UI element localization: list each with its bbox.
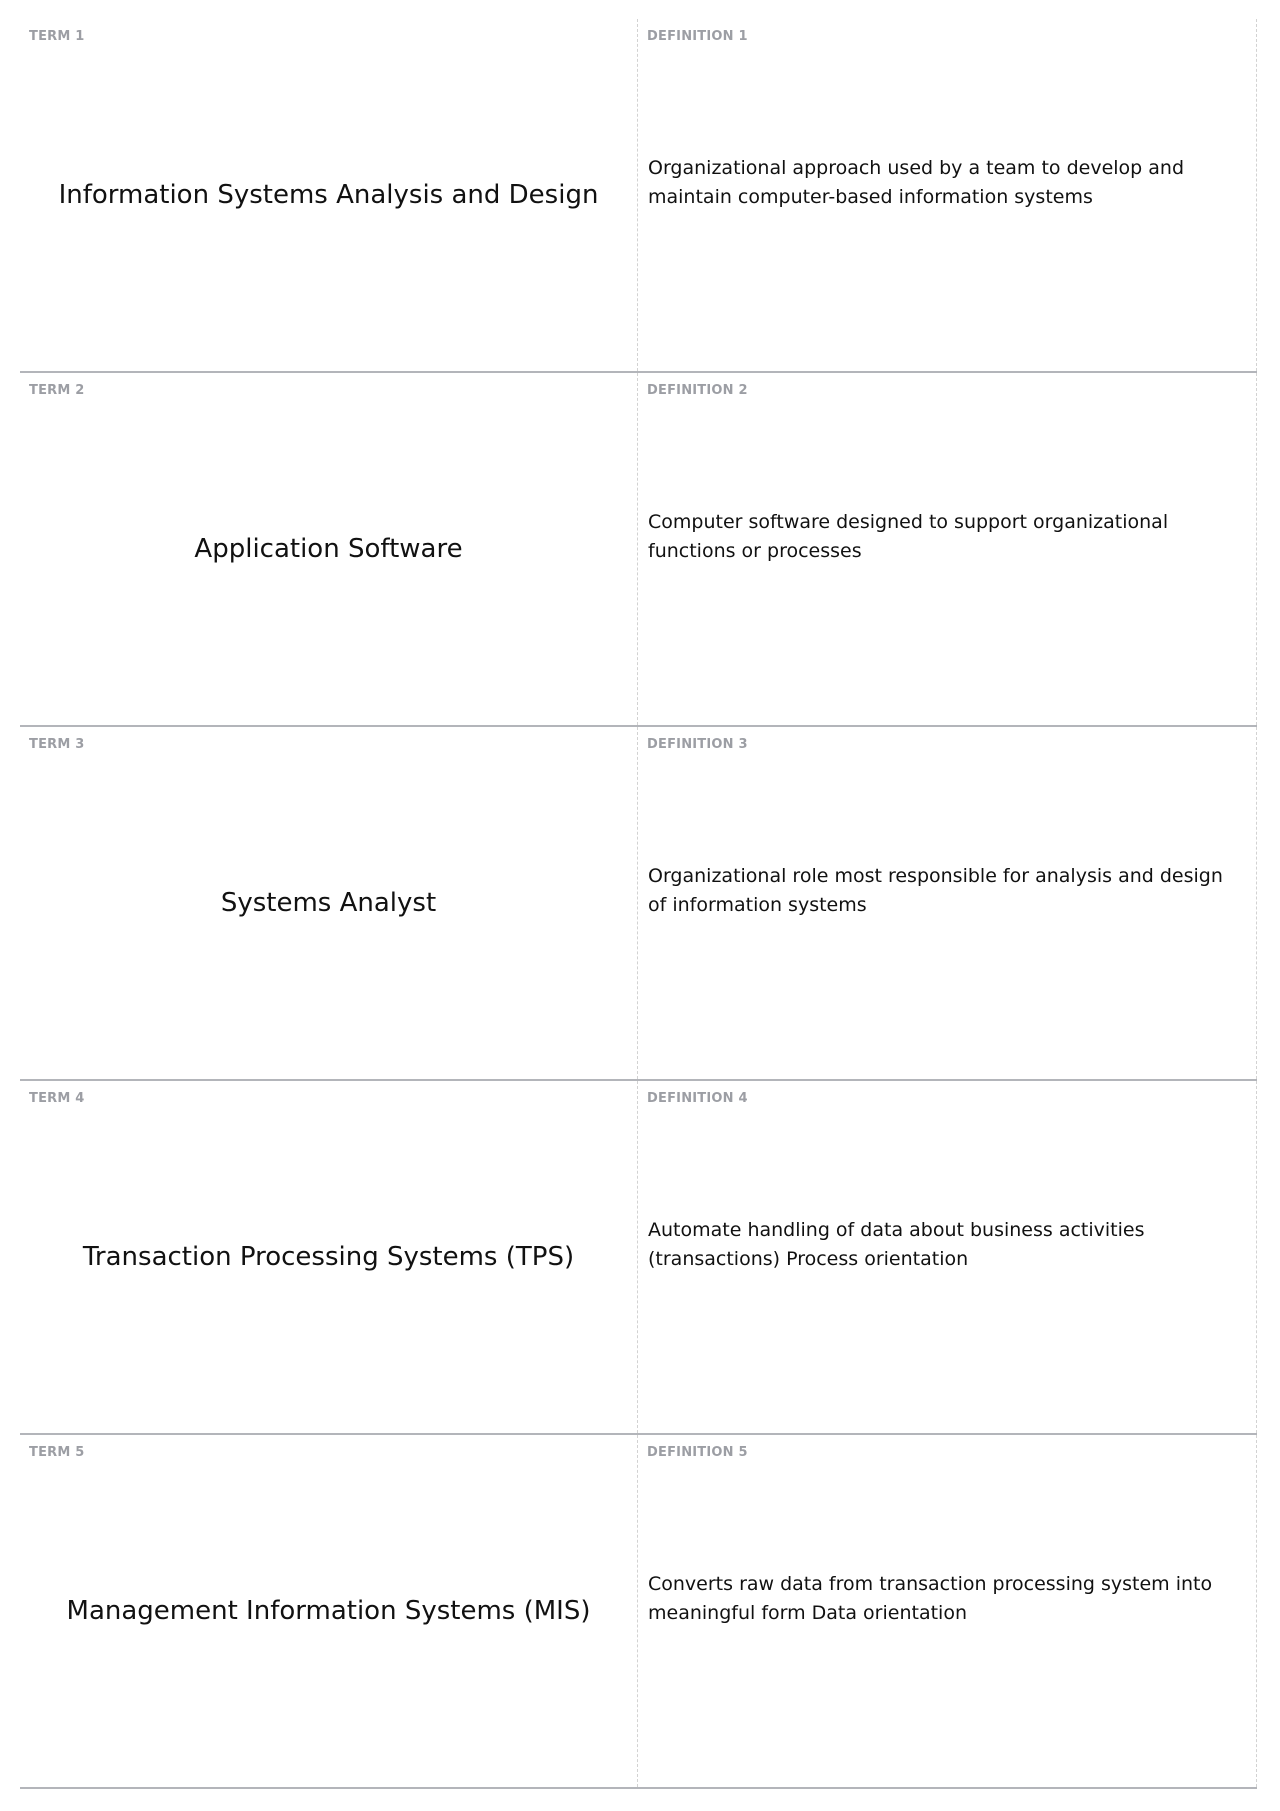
- definition-cell: [638, 1435, 1257, 1787]
- definition-label: DEFINITION 4: [647, 1091, 748, 1106]
- term-label: TERM 2: [29, 383, 85, 398]
- term-label: TERM 4: [29, 1091, 85, 1106]
- term-label: TERM 1: [29, 29, 85, 44]
- term-text: Transaction Processing Systems (TPS): [82, 1242, 575, 1272]
- flashcard-sheet: [20, 19, 1257, 1789]
- term-cell: [20, 373, 638, 725]
- definition-label: DEFINITION 1: [647, 29, 748, 44]
- definition-cell: [638, 727, 1257, 1079]
- term-text: Information Systems Analysis and Design: [58, 180, 599, 210]
- term-text: Management Information Systems (MIS): [66, 1596, 591, 1626]
- flashcard-row: [20, 727, 1257, 1081]
- definition-label: DEFINITION 3: [647, 737, 748, 752]
- definition-label: DEFINITION 2: [647, 383, 748, 398]
- term-cell: [20, 1081, 638, 1433]
- flashcard-row: [20, 1435, 1257, 1789]
- definition-label: DEFINITION 5: [647, 1445, 748, 1460]
- flashcard-row: [20, 373, 1257, 727]
- term-cell: [20, 727, 638, 1079]
- term-label: TERM 5: [29, 1445, 85, 1460]
- definition-cell: [638, 1081, 1257, 1433]
- definition-text: Converts raw data from transaction processing system into meaningful form Data orientation: [648, 1573, 1213, 1624]
- term-cell: [20, 19, 638, 371]
- term-text: Application Software: [194, 534, 463, 564]
- flashcard-row: [20, 1081, 1257, 1435]
- definition-text: Organizational role most responsible for analysis and design of information systems: [648, 865, 1223, 916]
- definition-cell: [638, 373, 1257, 725]
- definition-text: Computer software designed to support organizational functions or processes: [648, 511, 1169, 562]
- term-text: Systems Analyst: [220, 888, 437, 918]
- definition-cell: [638, 19, 1257, 371]
- definition-text: Automate handling of data about business activities (transactions) Process orientation: [648, 1219, 1145, 1270]
- definition-text: Organizational approach used by a team to develop and maintain computer-based information systems: [648, 157, 1185, 208]
- flashcard-row: [20, 19, 1257, 373]
- term-cell: [20, 1435, 638, 1787]
- term-label: TERM 3: [29, 737, 85, 752]
